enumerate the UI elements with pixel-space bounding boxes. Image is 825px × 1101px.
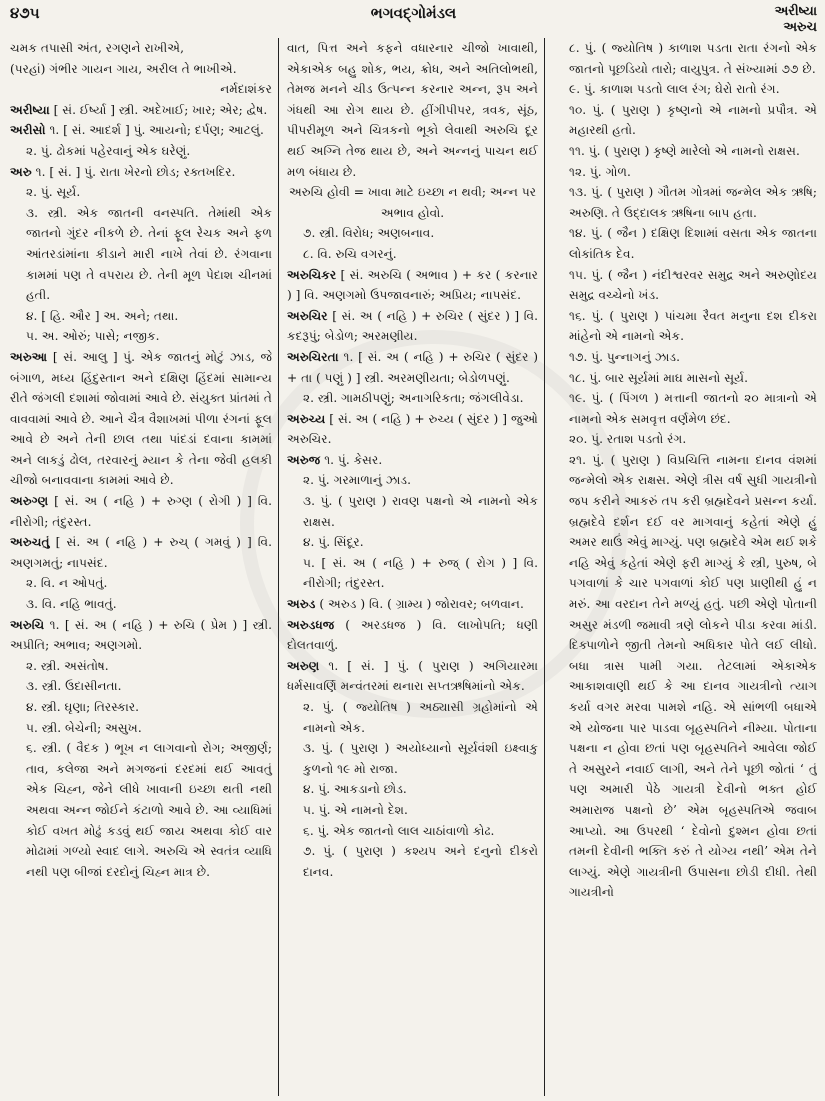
definition-text: ૬. પું. એક જાતનો લાલ ચાઠાંવાળો કોઢ.: [303, 823, 495, 838]
page-number: ૪૭૫: [10, 4, 40, 22]
definition-text: ૨૧. પું. ( પુરાણ ) વિપ્રચિત્તિ નામના દાનવ વંશમાં જન્મેલો એક રાક્ષસ. એણે ત્રીસ વર્ષ સુધી ગાયત્રીનો જપ કરીને આકરું તપ કરી બ્રહ્મદેવને પ્રસન્ન કર્યા. બ્રહ્મદેવે દર્શન દઈ વર માગવાનું કહેતાં એણે હું અમર થાઉં એવું માગ્યું. પણ બ્રહ્મદેવે એમ થઈ શકે નહિ એવું કહેતાં એણે ફરી માગ્યું કે સ્ત્રી, પુરુષ, બે પગવાળાં કે ચાર પગવાળાં કોઈ પણ પ્રાણીથી હું ન મરું. આ વરદાન તેને મળ્યું હતું. પછી એણે પોતાની અસુર મંડળી જમાવી ત્રણે લોકને પીડા કરવા માંડી. દિક્પાળોને જીતી તેમનો અધિકાર પોતે લઈ લીધો. બધા ત્રાસ પામી ગયા. તેટલામાં એકાએક આકાશવાણી થઈ કે આ દાનવ ગાયત્રીનો ત્યાગ કર્યા વગર મરવા પામશે નહિ. એ સાંભળી બધાએ એ યોજના પાર પાડવા બૃહસ્પતિને નીમ્યા. પોતાના પક્ષના ન હોવા છતાં પણ બૃહસ્પતિને આવેલા જોઈ તે અસુરને નવાઈ લાગી, અને તેને પૂછી જોતાં ‘ તું પણ અમારી પેઠે ગાયત્રી દેવીનો ભક્ત હોઈ અમારાજ પક્ષનો છે’ એમ બૃહસ્પતિએ જવાબ આપ્યો. આ ઉપરથી ‘ દેવોનો દુશ્મન હોવા છતાં તમની દેવીની ભક્તિ કરું તે યોગ્ય નથી’ એમ તેને લાગ્યું. એણે ગાયત્રીની ઉપાસના છોડી દીધી. તેથી ગાયત્રીનો: [569, 452, 817, 900]
entry-sense: [10, 656, 272, 677]
definition-text: [ સં. અ ( નહિ ) + રુચિર ( સુંદર ) ] વિ. કદરૂપું; બેડોળ; અરમણીય.: [287, 308, 538, 344]
definition-text: ૩. સ્ત્રી. એક જાતની વનસ્પતિ. તેમાંથી એક જાતનો ગુંદર નીકળે છે. તેનાં ફૂલ રેચક અને ફળ આંતરડાંમાંના કીડાને મારી નાખે તેવાં છે. રંગવાના કામમાં પણ તે વપરાય છે. તેની મૂળ પેદાશ ચીનમાં હતી.: [26, 205, 272, 303]
definition-text: ૧૧. પું. ( પુરાણ ) કૃષ્ણે મારેલો એ નામનો રાક્ષસ.: [569, 143, 800, 158]
headword: અરીસો: [10, 123, 46, 138]
entry-sense: [10, 326, 272, 347]
dictionary-entry: [287, 594, 538, 615]
entry-sense: [553, 368, 817, 389]
definition-text: ૨. પું. ( જ્યોતિષ ) અઠ્યાસી ગ્રહોમાંનો એ નામનો એક.: [303, 700, 538, 735]
definition-text: ૫. અ. ઓરું; પાસે; નજીક.: [26, 329, 160, 344]
dictionary-entry: [10, 615, 272, 656]
headword: અરુચિરતા: [287, 349, 339, 364]
headword: અરીષ્યા: [10, 102, 50, 117]
definition-text: [ સં. અ ( નહિ ) + રુચ્ય ( સુંદર ) ] જુઓ અરુચિર.: [287, 411, 538, 447]
entry-sense: [10, 141, 272, 162]
definition-text: ૫. સ્ત્રી. બેચેની; અસુખ.: [26, 720, 142, 735]
definition-text: ૧૦. પું. ( પુરાણ ) કૃષ્ણનો એ નામનો પ્રપૌત્ર. એ મહારથી હતો.: [569, 102, 817, 138]
text-line: [287, 182, 538, 223]
definition-text: ૮. પું. ( જ્યોતિષ ) કાળાશ પડતા રાતા રંગનો એક જાતનો પૂછડિયો તારો; વાયુપુત્ર. તે સંખ્યામાં ૭૭ છે.: [569, 41, 817, 76]
headword: અરુચતું: [10, 535, 50, 550]
text-line: [10, 79, 272, 100]
entry-sense: [10, 594, 272, 615]
entry-sense: [553, 306, 817, 347]
dictionary-entry: [287, 409, 538, 450]
dictionary-entry: [287, 306, 538, 347]
definition-text: ૪. સ્ત્રી. ઘૃણા; તિરસ્કાર.: [26, 700, 140, 714]
dictionary-entry: [10, 100, 272, 121]
definition-text: ૮. વિ. રુચિ વગરનું.: [303, 246, 397, 261]
definition-text: ૪. [ હિ. ઔર ] અ. અને; તથા.: [26, 308, 179, 323]
dictionary-entry: [10, 162, 272, 183]
definition-text: ચમક તપાસી અંત, રગણને રાખીએ,: [10, 41, 185, 55]
entry-sense: [287, 779, 538, 800]
definition-text: [ સં. અરુચિ ( અભાવ ) + કર ( કરનાર ) ] વિ. અણગમો ઉપજાવનારું; અપ્રિય; નાપસંદ.: [287, 267, 538, 303]
guide-word-first: અરીષ્યા: [774, 4, 817, 19]
dictionary-entry: [287, 265, 538, 306]
entry-sense: [287, 491, 538, 532]
definition-text: વાત, પિત્ત અને કફને વધારનાર ચીજો ખાવાથી, એકાએક બહુ શોક, ભય, ક્રોધ, અને અતિલોભથી, તેમજ મનને ચીડ ઉત્પન્ન કરનાર અન્ન, રૂપ અને ગંધથી આ રોગ થાય છે. હીંગીપીપર, ત્રવક, સૂંઠ, પીપરીમૂળ અને ચિત્રકનો ભૂકો લેવાથી અરુચિ દૂર થઈ અગ્નિ તેજ થાય છે, અને અન્નનું પાચન થઈ મળ બંધાય છે.: [287, 41, 538, 179]
definition-text: ૧૩. પું. ( પુરાણ ) ગૌતમ ગોત્રમાં જન્મેલ એક ઋષિ; અરુણિ. તે ઉદ્દાલક ઋષિના બાપ હતા.: [569, 185, 817, 220]
entry-sense: [553, 162, 817, 183]
text-line: [287, 38, 538, 182]
headword: અરુચિકર: [287, 267, 337, 282]
definition-text: [ સં. અ ( નહિ ) + રુગ્ણ ( રોગી ) ] વિ. નીરોગી; તંદુરસ્ત.: [10, 494, 272, 529]
headword: અરુચિર: [287, 308, 328, 323]
headword: અરુડ: [287, 597, 316, 612]
definition-text: ૯. પું. કાળાશ પડતો લાલ રંગ; ઘેરો રાતો રંગ.: [569, 82, 780, 97]
definition-text: [ સં. અ ( નહિ ) + રુચ્ ( ગમવું ) ] વિ. અણગમતું; નાપસંદ.: [10, 535, 272, 570]
definition-text: [ સં. ઈર્ષ્યા ] સ્ત્રી. અદેખાઈ; ખાર; એર; દ્વેષ.: [49, 102, 268, 117]
headword: અરુચિ: [10, 617, 45, 632]
dictionary-entry: [287, 615, 538, 656]
definition-text: ૧૮. પું. બાર સૂર્યમાં માઘ માસનો સૂર્ય.: [569, 370, 748, 385]
definition-text: ૧૪. પું. ( જૈન ) દક્ષિણ દિશામાં વસતા એક જાતના લોકાંતિક દેવ.: [569, 226, 817, 261]
entry-sense: [287, 821, 538, 842]
entry-sense: [553, 38, 817, 79]
headword: અરુ: [10, 164, 32, 179]
entry-sense: [553, 141, 817, 162]
text-line: [10, 38, 272, 59]
definition-text: ( અરુડ ) વિ. ( ગ્રામ્ય ) જોરાવર; બળવાન.: [315, 597, 524, 612]
entry-sense: [10, 203, 272, 306]
entry-sense: [10, 718, 272, 739]
definition-text: (પરહાં) ગંભીર ગાયન ગાય, અરીલ તે ભાખીએ.: [10, 61, 237, 76]
entry-sense: [287, 532, 538, 553]
book-title: ભગવદ્ગોમંડલ: [370, 4, 457, 22]
entry-sense: [287, 553, 538, 594]
definition-text: ૭. પું. ( પુરાણ ) કશ્યપ અને દનુનો દીકરો દાનવ.: [303, 844, 538, 879]
entry-sense: [287, 223, 538, 244]
entry-sense: [553, 79, 817, 100]
columns: [10, 38, 817, 1096]
headword: અરુગ્ણ: [10, 494, 49, 509]
dictionary-entry: [10, 120, 272, 141]
dictionary-entry: [287, 450, 538, 471]
definition-text: ૫. [ સં. અ ( નહિ ) + રુજ્ ( રોગ ) ] વિ. નીરોગી; તંદુરસ્ત.: [303, 555, 538, 591]
dictionary-entry: [10, 491, 272, 532]
entry-sense: [287, 244, 538, 265]
definition-text: ( અરડધજ ) વિ. લાખોપતિ; ધણી દોલતવાળું.: [287, 617, 538, 653]
definition-text: ૪. પું. સિંદૂર.: [303, 535, 364, 550]
column-3: [544, 38, 817, 1096]
definition-text: ૨. સ્ત્રી. ગામઠીપણું; અનાગરિકતા; જંગલીવેડા.: [303, 391, 524, 406]
definition-text: ૪. પું. આકડાનો છોડ.: [303, 782, 407, 797]
definition-text: ૧. [ સં. આદર્શ ] પું. આયનો; દર્પણ; આટલું.: [45, 123, 264, 138]
definition-text: ૩. વિ. નહિ ભાવતું.: [26, 597, 117, 612]
definition-text: ૩. પું. ( પુરાણ ) અયોધ્યાનો સૂર્યવંશી ઇક્ષ્વાકુ કુળનો ૧૯ મો રાજા.: [303, 741, 538, 776]
definition-text: ૨. વિ. ન ઓપતું.: [26, 576, 108, 591]
headword: અરુઆ: [10, 349, 48, 364]
definition-text: ૩. પું. ( પુરાણ ) રાવણ પક્ષનો એ નામનો એક રાક્ષસ.: [303, 494, 538, 529]
definition-text: ૧૬. પું. ( પુરાણ ) પાંચમા રૈવત મનુના દશ દીકરા માંહેનો એ નામનો એક.: [569, 308, 817, 344]
column-2: [278, 38, 544, 1096]
definition-text: નર્મદાશંકર: [220, 82, 272, 97]
entry-sense: [553, 182, 817, 223]
entry-sense: [287, 841, 538, 882]
entry-sense: [10, 573, 272, 594]
guide-words: [697, 4, 817, 36]
dictionary-entry: [10, 347, 272, 491]
entry-sense: [287, 388, 538, 409]
definition-text: ૧. પું. કેસર.: [320, 452, 383, 467]
headword: અરુજ: [287, 452, 321, 467]
definition-text: ૨૦. પું. રતાશ પડતો રંગ.: [569, 432, 687, 447]
headword: અરુચ્ય: [287, 411, 326, 426]
dictionary-entry: [287, 656, 538, 697]
definition-text: ૧૫. પું. ( જૈન ) નંદીશ્વરવર સમુદ્ર અને અરુણોદય સમુદ્ર વચ્ચેનો ખંડ.: [569, 267, 817, 303]
definition-text: અરુચિ હોવી = ખાવા માટે ઇચ્છા ન થવી; અન્ન પર અભાવ હોવો.: [288, 185, 537, 220]
entry-sense: [553, 429, 817, 450]
definition-text: ૧. [ સં. અ ( નહિ ) + રુચિર ( સુંદર ) + તા ( પણું ) ] સ્ત્રી. અરમણીયતા; બેડોળપણું.: [287, 349, 538, 385]
definition-text: ૫. પું. એ નામનો દેશ.: [303, 802, 408, 817]
entry-sense: [553, 450, 817, 903]
definition-text: ૧. [ સં. ] પું. રાતા ખેરનો છોડ; રક્તખદિર.: [31, 164, 236, 179]
entry-sense: [287, 470, 538, 491]
column-1: [10, 38, 278, 1096]
definition-text: [ સં. આલુ ] પું. એક જાતનું મોટું ઝાડ, જે બંગાળ, મધ્ય હિંદુસ્તાન અને દક્ષિણ હિંદમાં સામાન્ય રીતે જંગલી દશામાં જોવામાં આવે છે. સંયુક્ત પ્રાંતમાં તે વાવવામાં આવે છે. આને ચૈત્ર વૈશાખમાં પીળા રંગનાં ફૂલ આવે છે અને તેની છાલ તથા પાંદડાં દવાના કામમાં અને લાકડું ઢોલ, તરવારનું મ્યાન કે તેના જેવી હલકી ચીજો બનાવવાના કામમાં આવે છે.: [10, 349, 272, 488]
definition-text: ૬. સ્ત્રી. ( વૈદક ) ભૂખ ન લાગવાનો રોગ; અજીર્ણ; તાવ, કલેજા અને મગજનાં દરદમાં થઈ આવતું એક ચિહ્ન, જેને લીધે ખાવાની ઇચ્છા થતી નથી અથવા અન્ન જોઈને કંટાળો આવે છે. આ વ્યાધિમાં કોઈ વખત મોઢું કડવું થઈ જાય અથવા કોઈ વાર મોઢામાં ગળ્યો સ્વાદ લાગે. અરુચિ એ સ્વતંત્ર વ્યાધિ નથી પણ બીજાં દરદોનું ચિહ્ન માત્ર છે.: [26, 741, 272, 879]
definition-text: ૭. સ્ત્રી. વિરોધ; અણબનાવ.: [303, 226, 435, 241]
definition-text: ૩. સ્ત્રી. ઉદાસીનતા.: [26, 679, 122, 694]
entry-sense: [287, 697, 538, 738]
entry-sense: [553, 347, 817, 368]
headword: અરુણ: [287, 658, 320, 673]
definition-text: ૨. પું. સૂર્ય.: [26, 185, 81, 200]
definition-text: ૧૯. પું. ( પિંગળ ) મત્તાની જાતનો ૨૦ માત્રાનો એ નામનો એક સમવૃત્ત વર્ણમેળ છંદ.: [569, 391, 817, 426]
dictionary-entry: [10, 532, 272, 573]
page-header: [10, 4, 817, 38]
definition-text: ૧. [ સં. ] પું. ( પુરાણ ) અગિયારમા ધર્મસાવર્ણિ મન્વંતરમાં થનારા સપ્તઋષિમાંનો એક.: [287, 658, 538, 694]
text-line: [10, 59, 272, 80]
entry-sense: [287, 738, 538, 779]
entry-sense: [287, 800, 538, 821]
entry-sense: [10, 738, 272, 882]
definition-text: ૧૨. પું. ગોળ.: [569, 164, 631, 179]
entry-sense: [553, 223, 817, 264]
entry-sense: [553, 388, 817, 429]
definition-text: ૨. સ્ત્રી. અસંતોષ.: [26, 658, 109, 673]
entry-sense: [10, 182, 272, 203]
guide-word-last: અરુચ: [783, 20, 817, 35]
entry-sense: [10, 697, 272, 718]
dictionary-entry: [287, 347, 538, 388]
headword: અરુડધજ: [287, 617, 335, 632]
definition-text: ૧. [ સં. અ ( નહિ ) + રુચિ ( પ્રેમ ) ] સ્ત્રી. અપ્રીતિ; અભાવ; અણગમો.: [10, 617, 272, 653]
entry-sense: [10, 676, 272, 697]
entry-sense: [553, 265, 817, 306]
definition-text: ૧૭. પું. પુન્નાગનું ઝાડ.: [569, 349, 680, 364]
entry-sense: [10, 306, 272, 327]
definition-text: ૨. પું. ગરમાળાનું ઝાડ.: [303, 473, 411, 488]
entry-sense: [553, 100, 817, 141]
definition-text: ૨. પું. ઢોકમાં પહેરવાનું એક ઘરેણું.: [26, 143, 191, 158]
